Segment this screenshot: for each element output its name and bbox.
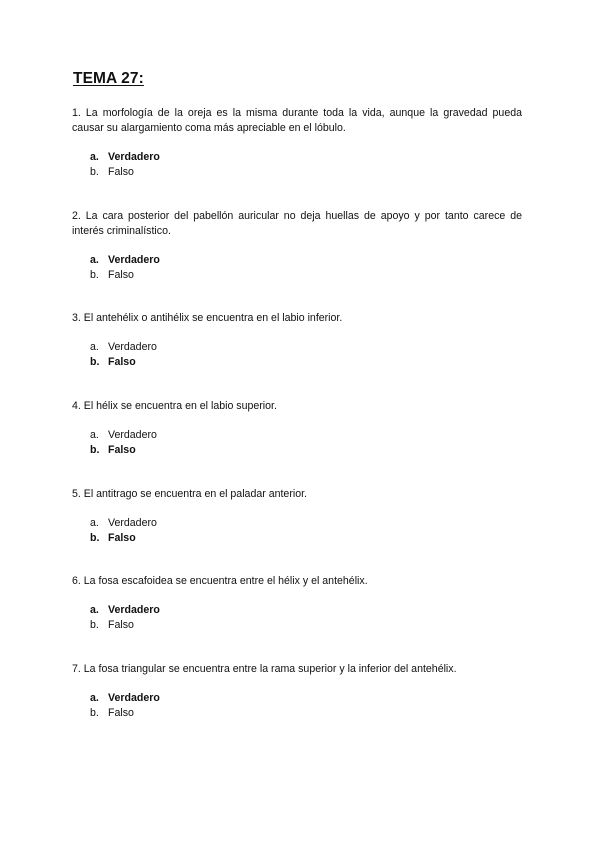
option-letter: a.: [90, 604, 99, 616]
question-text: 6. La fosa escafoidea se encuentra entre el hélix y el antehélix.: [72, 575, 368, 587]
answer-options: [72, 428, 522, 458]
option-b: [72, 706, 522, 721]
option-letter: b.: [90, 166, 99, 178]
option-b: [72, 618, 522, 633]
option-a: [72, 691, 522, 706]
option-letter: a.: [90, 692, 99, 704]
question-1: [72, 106, 522, 180]
option-label: Falso: [108, 356, 136, 368]
option-label: Verdadero: [108, 429, 157, 441]
option-letter: b.: [90, 532, 100, 544]
option-a: [72, 253, 522, 268]
question-4: [72, 399, 522, 458]
option-a: [72, 603, 522, 618]
question-text: 4. El hélix se encuentra en el labio superior.: [72, 400, 277, 412]
option-a: [72, 428, 522, 443]
option-b: [72, 443, 522, 458]
question-3: [72, 311, 522, 370]
option-label: Verdadero: [108, 151, 160, 163]
option-letter: b.: [90, 356, 100, 368]
question-5: [72, 487, 522, 546]
option-letter: b.: [90, 707, 99, 719]
option-a: [72, 150, 522, 165]
option-letter: a.: [90, 341, 99, 353]
option-letter: a.: [90, 254, 99, 266]
question-text: 7. La fosa triangular se encuentra entre la rama superior y la inferior del antehélix.: [72, 663, 457, 675]
option-b: [72, 355, 522, 370]
option-a: [72, 340, 522, 355]
question-text: 1. La morfología de la oreja es la misma durante toda la vida, aunque la gravedad pueda causar su alargamiento coma más apreciable en el lóbulo.: [72, 107, 522, 134]
option-label: Verdadero: [108, 517, 157, 529]
option-label: Verdadero: [108, 341, 157, 353]
option-label: Falso: [108, 707, 134, 719]
option-b: [72, 268, 522, 283]
option-letter: b.: [90, 444, 100, 456]
option-letter: a.: [90, 517, 99, 529]
option-a: [72, 516, 522, 531]
option-label: Falso: [108, 619, 134, 631]
question-text: 2. La cara posterior del pabellón auricular no deja huellas de apoyo y por tanto carece de interés criminalístico.: [72, 210, 522, 237]
question-7: [72, 662, 522, 721]
question-text: 3. El antehélix o antihélix se encuentra en el labio inferior.: [72, 312, 343, 324]
page-title: TEMA 27:: [73, 70, 144, 87]
option-letter: b.: [90, 619, 99, 631]
question-text: 5. El antitrago se encuentra en el paladar anterior.: [72, 488, 307, 500]
answer-options: [72, 253, 522, 283]
option-label: Falso: [108, 269, 134, 281]
option-letter: b.: [90, 269, 99, 281]
option-label: Falso: [108, 444, 136, 456]
option-label: Verdadero: [108, 254, 160, 266]
answer-options: [72, 340, 522, 370]
question-6: [72, 574, 522, 633]
option-b: [72, 165, 522, 180]
answer-options: [72, 691, 522, 721]
option-letter: a.: [90, 429, 99, 441]
option-label: Verdadero: [108, 692, 160, 704]
answer-options: [72, 516, 522, 546]
question-2: [72, 209, 522, 283]
option-label: Verdadero: [108, 604, 160, 616]
answer-options: [72, 150, 522, 180]
option-label: Falso: [108, 166, 134, 178]
option-label: Falso: [108, 532, 136, 544]
option-letter: a.: [90, 151, 99, 163]
answer-options: [72, 603, 522, 633]
option-b: [72, 531, 522, 546]
